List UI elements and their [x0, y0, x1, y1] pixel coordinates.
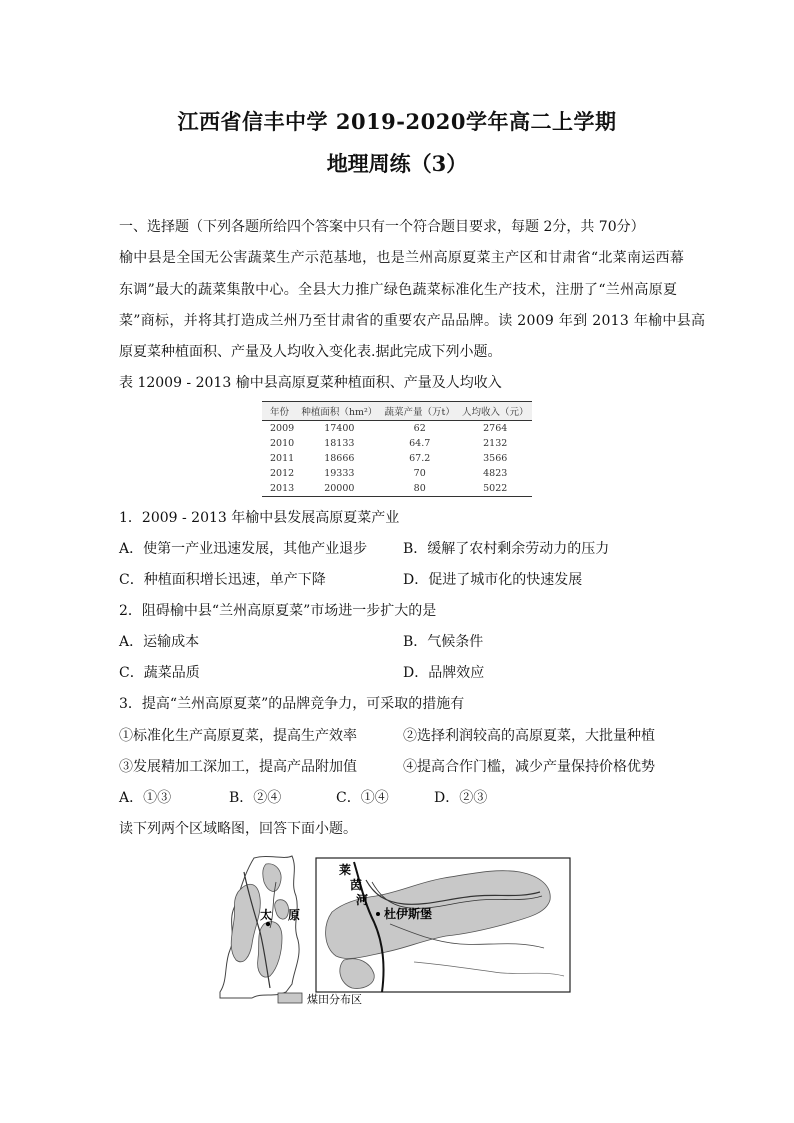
question-1-option-d: D．促进了城市化的快速发展 — [403, 572, 583, 588]
duisburg-city-dot — [376, 912, 380, 916]
table-cell: 3566 — [483, 453, 508, 464]
passage-line-3: 菜”商标，并将其打造成兰州乃至甘肃省的重要农产品品牌。读 2009 年到 2013 年榆中县高 — [119, 313, 706, 329]
table-row — [262, 451, 532, 466]
table-cell: 2764 — [483, 423, 508, 434]
table-header-income: 人均收入（元） — [458, 402, 532, 421]
table-cell: 2011 — [270, 453, 295, 464]
table-cell: 2010 — [270, 438, 295, 449]
table-cell: 67.2 — [409, 453, 431, 464]
passage-line-2: 东调”最大的蔬菜集散中心。全县大力推广绿色蔬菜标准化生产技术，注册了“兰州高原夏 — [119, 282, 678, 298]
table-caption: 表 12009 - 2013 榆中县高原夏菜种植面积、产量及人均收入 — [119, 375, 502, 391]
boundary-line — [414, 962, 564, 976]
question-3-option-b: B．②④ — [229, 790, 282, 806]
passage-line-4: 原夏菜种植面积、产量及人均收入变化表.据此完成下列小题。 — [119, 344, 502, 360]
question-3-option-c: C．①④ — [336, 790, 389, 806]
rhine-label-yin: 茵 — [350, 878, 363, 892]
table-cell: 62 — [413, 423, 426, 434]
table-cell: 5022 — [458, 481, 532, 497]
question-3-option-a: A．①③ — [119, 790, 172, 806]
coal-field-area — [263, 864, 281, 892]
table-cell: 64.7 — [409, 438, 431, 449]
question-3-statement-4: ④提高合作门槛，减少产量保持价格优势 — [403, 759, 655, 775]
table-cell: 80 — [381, 481, 458, 497]
taiyuan-map — [220, 856, 300, 998]
table-cell: 2009 — [270, 423, 295, 434]
question-1-option-c: C．种植面积增长迅速，单产下降 — [119, 572, 326, 588]
duisburg-label: 杜伊斯堡 — [384, 907, 433, 921]
table-header-year: 年份 — [262, 402, 298, 421]
legend-label: 煤田分布区 — [307, 993, 362, 1006]
table-cell: 2013 — [262, 481, 298, 497]
taiyuan-label-yuan: 原 — [288, 908, 301, 922]
passage-line-1: 榆中县是全国无公害蔬菜生产示范基地，也是兰州高原夏菜主产区和甘肃省“北菜南运西幕 — [119, 250, 685, 266]
table-cell: 4823 — [483, 468, 508, 479]
taiyuan-city-dot — [266, 922, 270, 926]
document-subtitle: 地理周练（3） — [326, 151, 468, 176]
table-header-row — [262, 402, 532, 421]
rhine-label-he: 河 — [356, 893, 369, 907]
coal-field-area — [231, 884, 260, 962]
table-row — [262, 436, 532, 451]
legend-swatch — [278, 993, 302, 1003]
question-1-option-b: B．缓解了农村剩余劳动力的压力 — [403, 541, 610, 557]
table-cell: 70 — [413, 468, 426, 479]
question-3-stem: 3．提高“兰州高原夏菜”的品牌竞争力，可采取的措施有 — [119, 696, 465, 712]
table-cell: 2012 — [270, 468, 295, 479]
question-2-option-b: B．气候条件 — [403, 634, 484, 650]
question-1-stem: 1．2009 - 2013 年榆中县发展高原夏菜产业 — [119, 510, 400, 526]
coal-field-area — [340, 959, 374, 989]
table-row — [262, 481, 532, 497]
rhine-label-lai: 莱 — [339, 863, 352, 877]
table-header-area: 种植面积（hm²） — [298, 402, 381, 421]
taiyuan-label-tai: 太 — [260, 908, 273, 922]
region-maps-figure — [214, 852, 584, 1012]
document-title: 江西省信丰中学 2019-2020学年高二上学期 — [177, 109, 617, 134]
table-row — [262, 466, 532, 481]
question-2-stem: 2．阻碍榆中县“兰州高原夏菜”市场进一步扩大的是 — [119, 603, 437, 619]
table-cell: 18666 — [324, 453, 355, 464]
map-legend — [278, 992, 362, 1006]
table-cell: 19333 — [324, 468, 355, 479]
question-3-option-d: D．②③ — [434, 790, 488, 806]
table-cell: 20000 — [298, 481, 381, 497]
question-2-option-d: D．品牌效应 — [403, 665, 485, 681]
question-1-option-a: A．使第一产业迅速发展，其他产业退步 — [119, 541, 368, 557]
section-heading: 一、选择题（下列各题所给四个答案中只有一个符合题目要求，每题 2分，共 70分） — [119, 219, 645, 235]
coal-field-area — [275, 900, 289, 919]
map-intro: 读下列两个区域略图，回答下面小题。 — [119, 821, 357, 837]
coal-field-area — [258, 922, 282, 977]
table-row — [262, 421, 532, 437]
taiyuan-region-outline — [220, 856, 299, 998]
question-3-statement-1: ①标准化生产高原夏菜，提高生产效率 — [119, 728, 357, 744]
question-3-statement-2: ②选择利润较高的高原夏菜，大批量种植 — [403, 728, 655, 744]
question-2-option-a: A．运输成本 — [119, 634, 200, 650]
data-table — [262, 401, 532, 497]
question-3-statement-3: ③发展精加工深加工，提高产品附加值 — [119, 759, 357, 775]
question-2-option-c: C．蔬菜品质 — [119, 665, 200, 681]
table-cell: 17400 — [324, 423, 355, 434]
ruhr-map — [316, 858, 570, 992]
table-cell: 18133 — [324, 438, 355, 449]
table-header-output: 蔬菜产量（万t） — [381, 402, 458, 421]
table-cell: 2132 — [483, 438, 508, 449]
